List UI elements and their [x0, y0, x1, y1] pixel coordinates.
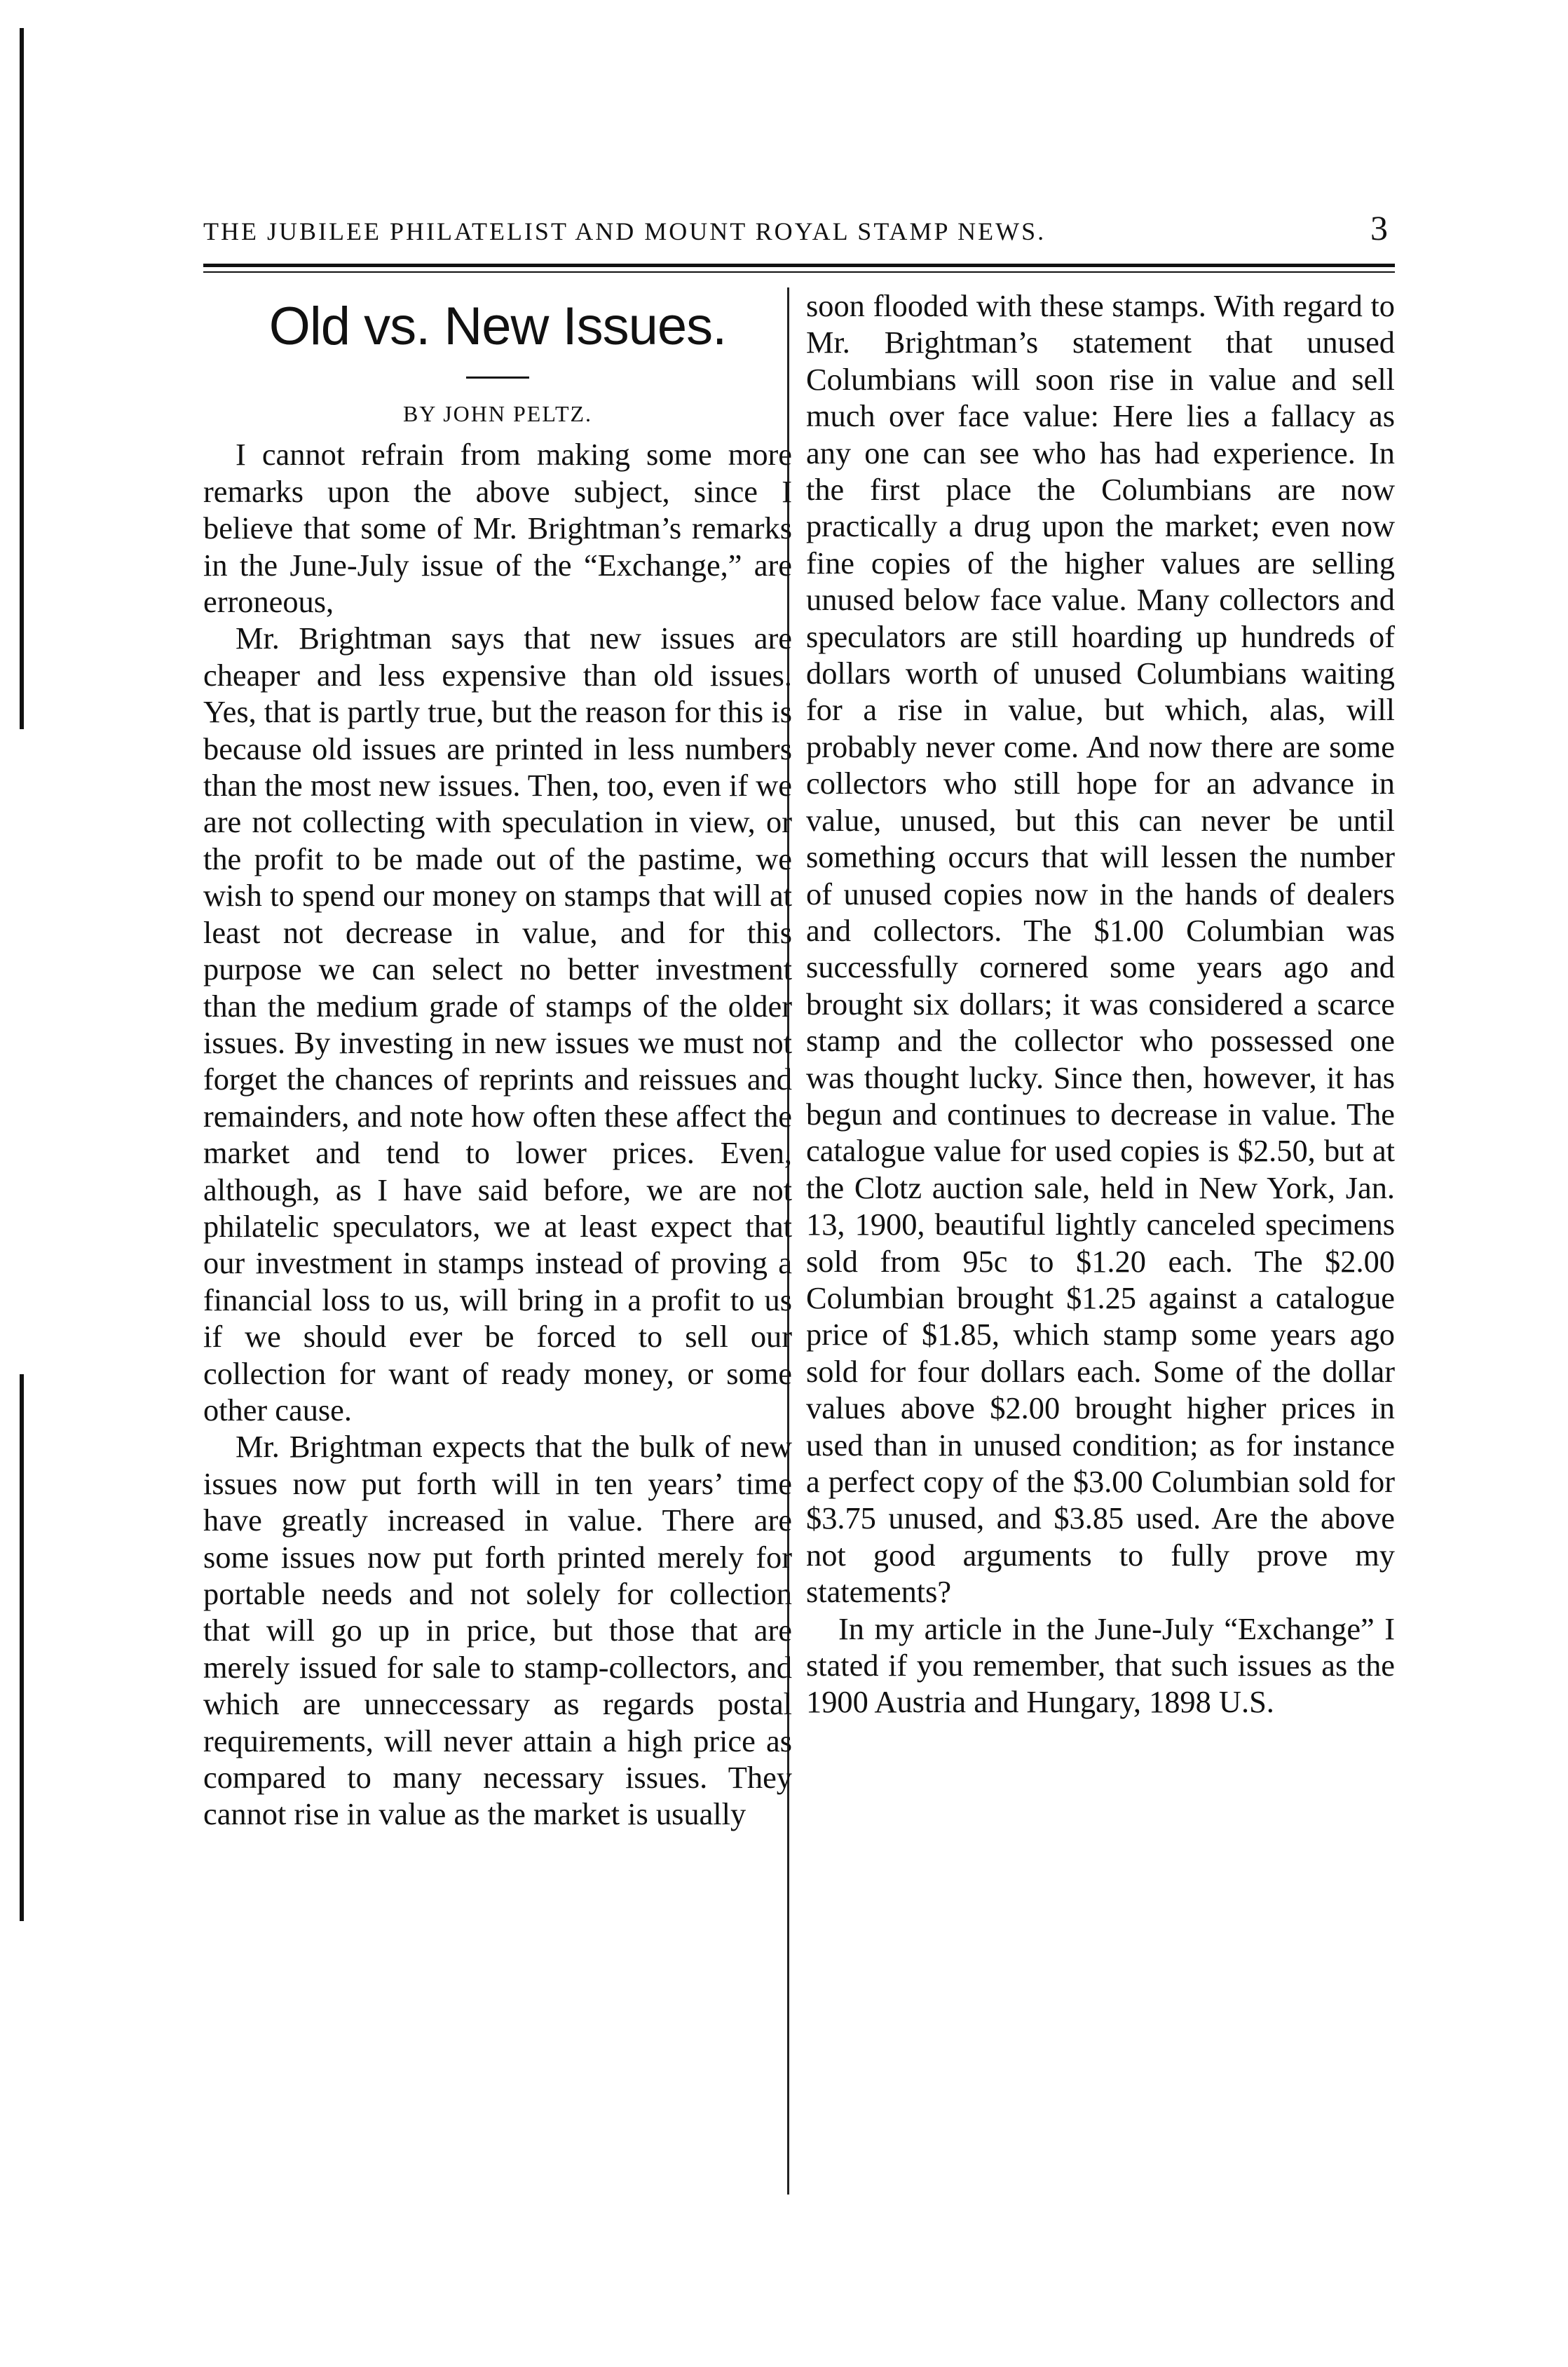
page-number: 3	[1370, 208, 1388, 247]
article-byline: BY JOHN PELTZ.	[402, 401, 593, 426]
running-title: THE JUBILEE PHILATELIST AND MOUNT ROYAL STAMP NEWS.	[203, 217, 1047, 245]
running-header	[203, 208, 1388, 248]
paragraph: soon flooded with these stamps. With regard to Mr. Brightman’s statement that unused Columbians will soon rise in value and sell much over face value: Here lies a fallacy as any one can see who has had experience. In the first place the Columbians are now practically a drug upon the market; even now fine copies of the higher values are selling unused below face value. Many collectors and speculators are still hoarding up hundreds of dollars worth of unused Columbians waiting for a rise in value, but which, alas, will probably never come. And now there are some collectors who still hope for an advance in value, unused, but this can never be until something occurs that will lessen the number of unused copies now in the hands of dealers and collectors. The $1.00 Columbian was successfully cornered some years ago and brought six dollars; it was considered a scarce stamp and the collector who possessed one was thought lucky. Since then, however, it has begun and continues to decrease in value. The catalogue value for used copies is $2.50, but at the Clotz auction sale, held in New York, Jan. 13, 1900, beautiful lightly canceled specimens sold from 95c to $1.20 each. The $2.00 Columbian brought $1.25 against a catalogue price of $1.85, which stamp some years ago sold for four dollars each. Some of the dollar values above $2.00 brought higher prices in used than in unused condition; as for instance a perfect copy of the $3.00 Columbian sold for $3.75 unused, and $3.85 used. Are the above not good arguments to fully prove my statements?	[806, 288, 1395, 1610]
paragraph: Mr. Brightman expects that the bulk of new issues now put forth will in ten years’ time have greatly increased in value. There are some issues now put forth printed merely for portable needs and not solely for collection that will go up in price, but those that are merely issued for sale to stamp-collectors, and which are unneccessary as regards postal requirements, will never attain a high price as compared to many necessary issues. They cannot rise in value as the market is usually	[203, 1429, 792, 1832]
paragraph: I cannot refrain from making some more remarks upon the above subject, since I believe that some of Mr. Brightman’s remarks in the June-July issue of the “Exchange,” are erroneous,	[203, 437, 792, 620]
left-margin-rule-top	[20, 28, 24, 729]
article-title: Old vs. New Issues.	[268, 297, 727, 356]
paragraph: In my article in the June-July “Exchange” I stated if you remember, that such issues as the 1900 Austria and Hungary, 1898 U.S.	[806, 1610, 1395, 1720]
header-rule-thick	[203, 264, 1395, 267]
header-rule-thin	[203, 271, 1395, 273]
left-column	[203, 287, 792, 1833]
left-margin-rule-bottom	[20, 1374, 24, 1921]
right-column	[806, 287, 1395, 1721]
paragraph: Mr. Brightman says that new issues are cheaper and less expensive than old issues. Yes, that is partly true, but the reason for this is because old issues are printed in less numbers than the most new issues. Then, too, even if we are not collecting with speculation in view, or the profit to be made out of the pastime, we wish to spend our money on stamps that will at least not decrease in value, and for this purpose we can select no better investment than the medium grade of stamps of the older issues. By investing in new issues we must not forget the chances of reprints and reissues and remainders, and note how often these affect the market and tend to lower prices. Even, although, as I have said before, we are not philatelic speculators, we at least expect that our investment in stamps instead of proving a financial loss to us, will bring in a profit to us if we should ever be forced to sell our collection for want of ready money, or some other cause.	[203, 620, 792, 1427]
title-ornament	[203, 360, 792, 388]
